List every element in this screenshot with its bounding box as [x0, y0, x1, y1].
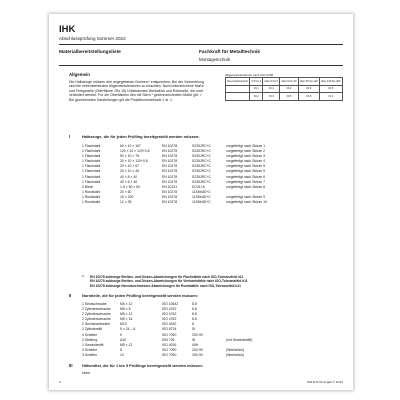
- item-material: 200 HV: [192, 352, 204, 357]
- item-remark: vorgefertigt nach Skizze 6: [226, 174, 266, 179]
- item-dimension: 20 × 10 × 120+0,8: [120, 159, 148, 164]
- item-dimension: 60 × 10 × 167: [120, 144, 141, 148]
- item-name: 4 Scheibe: [82, 332, 98, 337]
- norm-note: [82, 284, 248, 288]
- item-material: 8: [192, 322, 194, 327]
- item-material: S235JRC+C: [192, 179, 211, 184]
- item-material: DC01+A: [192, 184, 205, 189]
- item-name: 1 Flachstahl: [82, 179, 101, 184]
- item-remark: (mit Gewindestift): [226, 337, 253, 342]
- item-name: 1 Flachstahl: [82, 154, 101, 159]
- item-norm: ISO 8734: [162, 327, 177, 332]
- item-norm: ISO 7090: [162, 352, 177, 357]
- item-norm: ISO 4762: [162, 317, 177, 322]
- item-material: 200 HV: [192, 347, 204, 352]
- item-dimension: M5 × 12: [120, 302, 133, 306]
- item-norm: EN 10131: [162, 184, 178, 189]
- item-dimension: M5 × 12: [120, 312, 133, 317]
- item-material: 45H: [192, 342, 199, 347]
- item-name: 2 Zylinderschraube: [82, 307, 111, 312]
- item-remark: vorgefertigt nach Skizze 8: [226, 184, 266, 189]
- item-norm: EN 10278: [162, 174, 178, 179]
- item-dimension: 20 × 10 × 45: [120, 169, 140, 174]
- exam-title: Abschlussprüfung Sommer 2022: [59, 36, 126, 41]
- tolerance-cell: ±0,2: [280, 85, 298, 93]
- tolerance-table: [225, 77, 343, 101]
- header-divider-2: [59, 65, 343, 66]
- item-norm: ISO 4762: [162, 307, 177, 312]
- tolerance-cell: ±0,5: [319, 85, 342, 93]
- item-remark: vorgefertigt nach Skizze 2: [226, 149, 266, 154]
- item-material: 11SMn30+C: [192, 200, 211, 205]
- item-material: S235JRC+C: [192, 169, 211, 174]
- item-name: 2 Sechskantmutter: [82, 322, 111, 327]
- tolerance-cell: über 30 bis 120: [298, 78, 319, 86]
- item-name: 3 Scheibe: [82, 352, 98, 357]
- header-divider: [59, 44, 343, 45]
- section-2-number: II: [69, 293, 72, 298]
- item-dimension: 15 × 200: [120, 194, 134, 199]
- item-dimension: 1,5 × 50 × 50: [120, 184, 140, 189]
- item-norm: ISO 4026: [162, 342, 177, 347]
- item-material: S235JRC+C: [192, 144, 211, 148]
- item-norm: EN 10278: [162, 164, 178, 169]
- item-remark: vorgefertigt nach Skizze 3: [226, 154, 266, 159]
- item-name: 1 Rundstahl: [82, 189, 101, 194]
- item-dimension: 8: [120, 347, 122, 352]
- item-dimension: 10: [120, 352, 124, 357]
- item-material: St: [192, 327, 196, 332]
- tolerance-cell: [226, 85, 250, 93]
- tolerance-cell: über 6 bis 30: [280, 78, 298, 86]
- item-material: 200 HV: [192, 332, 204, 337]
- item-material: S235JRC+C: [192, 149, 211, 154]
- item-name: 2 Zylinderstift: [82, 327, 103, 332]
- item-norm: EN 10278: [162, 154, 178, 159]
- item-norm: ISO 4032: [162, 322, 177, 327]
- item-norm: EN 10278: [162, 179, 178, 184]
- item-dimension: M5 × 16: [120, 317, 133, 322]
- item-norm: ISO 7090: [162, 332, 177, 337]
- item-dimension: M10: [120, 322, 127, 327]
- tolerance-cell: 0,5 bis 3: [250, 78, 263, 86]
- item-norm: ISO 4762: [162, 312, 177, 317]
- tolerance-cell: über 3 bis 6: [263, 78, 280, 86]
- item-dimension: M5 × 12: [120, 342, 133, 347]
- item-remark: vorgefertigt nach Skizze 5: [226, 164, 266, 169]
- ihk-logo-text: IHK: [59, 24, 76, 35]
- item-norm: EN 10278: [162, 200, 178, 205]
- item-name: 3 Scheibe: [82, 347, 98, 352]
- item-name: 1 Flachstahl: [82, 159, 101, 164]
- note-text: EN 10278 zulässige Breiten- und Dicken-Abweichungen für Flachstähle nach ISO-Toleranzfeld h11: [90, 275, 244, 279]
- document-code: S22 E74 02 angeb © 11/21: [306, 380, 343, 384]
- item-material: 8.8: [192, 312, 197, 317]
- profession-title: Fachkraft für Metalltechnik: [199, 50, 261, 55]
- item-material: S235JRC+C: [192, 159, 211, 164]
- item-norm: ISO 7090: [162, 347, 177, 352]
- page-number: 2: [59, 380, 61, 384]
- item-remark: vorgefertigt nach Skizze 10: [226, 200, 267, 205]
- item-name: 1 Rundstahl: [82, 200, 101, 205]
- item-material: 11SMn30+C: [192, 194, 211, 199]
- tolerance-header-row: [226, 78, 343, 86]
- item-norm: EN 10278: [162, 194, 178, 199]
- tolerance-cell: Nennmaß-bereich: [226, 78, 250, 86]
- tolerance-cell: ±0,3: [298, 85, 319, 93]
- norm-notes: [82, 275, 248, 288]
- allgemein-text: Die Halbzeuge müssen den angegebenen Normen¹⁾ entsprechen. Bei der Vorbereitung sind die nebenstehenden Allgemeintoleranzen zu beachten. Nicht unterstrichene Maße und Fertigmaße (Oberfläche √Rz 16) Unbekanntes Werkstück und Rohmaße, die noch verändert werden. Für die Oberflächen des mit Stern * gekennzeichneten Maße gilt: √ Bei gezeichneten Darstellungen gilt die Projektionsmethode 1 ⊕ ◁: [69, 80, 204, 102]
- tolerance-cell: ±0,5: [280, 93, 298, 101]
- item-dimension: 50 × 10 × 75: [120, 154, 140, 159]
- item-name: 2 Zylinderschraube: [82, 317, 111, 322]
- tolerance-cell: [226, 93, 250, 101]
- item-norm: DIN 705: [162, 337, 175, 342]
- tolerance-caption: Allgemeintoleranzen nach ISO 2768: [225, 73, 274, 77]
- item-norm: EN 10278: [162, 149, 178, 154]
- section-1-title: Halbzeuge, die für jeden Prüfling bereitgestellt werden müssen:: [82, 134, 200, 139]
- item-dimension: 20 × 10 × 57: [120, 164, 140, 169]
- item-name: 1 Rundstahl: [82, 194, 101, 199]
- item-norm: EN 10278: [162, 169, 178, 174]
- item-dimension: 20 × 60: [120, 189, 132, 194]
- section-3-value: keine: [82, 371, 91, 375]
- document-title: Materialbereitstellungsliste: [59, 50, 121, 55]
- item-remark: vorgefertigt nach Skizze 1: [226, 144, 266, 148]
- item-dimension: M5 × 8: [120, 307, 131, 312]
- item-remark: vorgefertigt nach Skizze 5: [226, 169, 266, 174]
- item-norm: EN 10278: [162, 189, 178, 194]
- item-name: 1 Flachstahl: [82, 149, 101, 154]
- specialty-title: Montagetechnik: [199, 57, 230, 62]
- item-norm: ISO 10642: [162, 302, 179, 306]
- tolerance-cell: über 120 bis 400: [319, 78, 342, 86]
- section-3-number: III: [69, 363, 73, 368]
- section-1-number: I: [69, 134, 71, 139]
- item-dimension: 40 × 6 × 40: [120, 179, 138, 184]
- item-norm: EN 10278: [162, 159, 178, 164]
- item-material: S235JRC+C: [192, 154, 211, 159]
- item-material: St: [192, 337, 196, 342]
- item-material: 8.8: [192, 317, 197, 322]
- item-dimension: 5 × 24 – A: [120, 327, 136, 332]
- item-material: 8.8: [192, 307, 197, 312]
- note-text: EN 10278 zulässige Nenndurchmesser-Abweichungen für Rundstähle nach ISO-Toleranzfeld h11: [90, 283, 241, 288]
- item-name: 1 Flachstahl: [82, 174, 101, 179]
- tolerance-cell: ±0,8: [298, 93, 319, 101]
- item-material: S235JRC+C: [192, 164, 211, 169]
- section-3-title: Hilfsmittel, die für 1 bis 5 Prüflinge bereitgestellt werden müssen:: [82, 363, 204, 368]
- item-name: 1 Flachstahl: [82, 144, 101, 148]
- item-name: 1 Flachstahl: [82, 164, 101, 169]
- item-name: 2 Blech: [82, 184, 94, 189]
- item-name: 2 Stellring: [82, 337, 98, 342]
- tolerance-cell: ±1,2: [319, 93, 342, 101]
- item-material: 8.8: [192, 302, 197, 306]
- item-name: 1 Senkschraube: [82, 302, 107, 306]
- tolerance-row: [226, 93, 343, 101]
- item-material: S235JRC+C: [192, 174, 211, 179]
- item-norm: EN 10278: [162, 144, 178, 148]
- tolerance-cell: ±0,1: [250, 85, 263, 93]
- tolerance-row: [226, 85, 343, 93]
- item-name: 1 Flachstahl: [82, 169, 101, 174]
- item-remark: vorgefertigt nach Skizze 7: [226, 179, 266, 184]
- item-dimension: A10: [120, 337, 127, 342]
- tolerance-cell: ±0,1: [263, 85, 280, 93]
- section-2-title: Normteile, die für jeden Prüfling bereitgestellt werden müssen:: [82, 293, 199, 298]
- item-dimension: 5: [120, 332, 122, 337]
- note-text: EN 10278 zulässige Breiten- und Dicken-Abweichungen für Vierkantstähle nach ISO-Toleranzfeld h11: [90, 279, 248, 284]
- tolerance-cell: ±0,2: [250, 93, 263, 101]
- item-name: 2 Zylinderschraube: [82, 312, 111, 317]
- note-ref: 1): [82, 275, 85, 278]
- item-name: 1 Gewindestift: [82, 342, 104, 347]
- item-dimension: 12 × 35: [120, 200, 132, 205]
- item-dimension: 40 × 8 × 40: [120, 174, 138, 179]
- item-dimension: 120 × 10 × 120+0,8: [120, 149, 150, 154]
- item-material: 11SMn30+C: [192, 189, 211, 194]
- document-page: [49, 14, 353, 390]
- item-remark: (Werkstück): [226, 347, 245, 352]
- item-remark: vorgefertigt nach Skizze 4: [226, 159, 266, 164]
- item-remark: vorgefertigt nach Skizze 9: [226, 194, 266, 199]
- tolerance-cell: ±0,3: [263, 93, 280, 101]
- allgemein-heading: Allgemein: [69, 72, 90, 77]
- item-remark: (Werkstück): [226, 352, 245, 357]
